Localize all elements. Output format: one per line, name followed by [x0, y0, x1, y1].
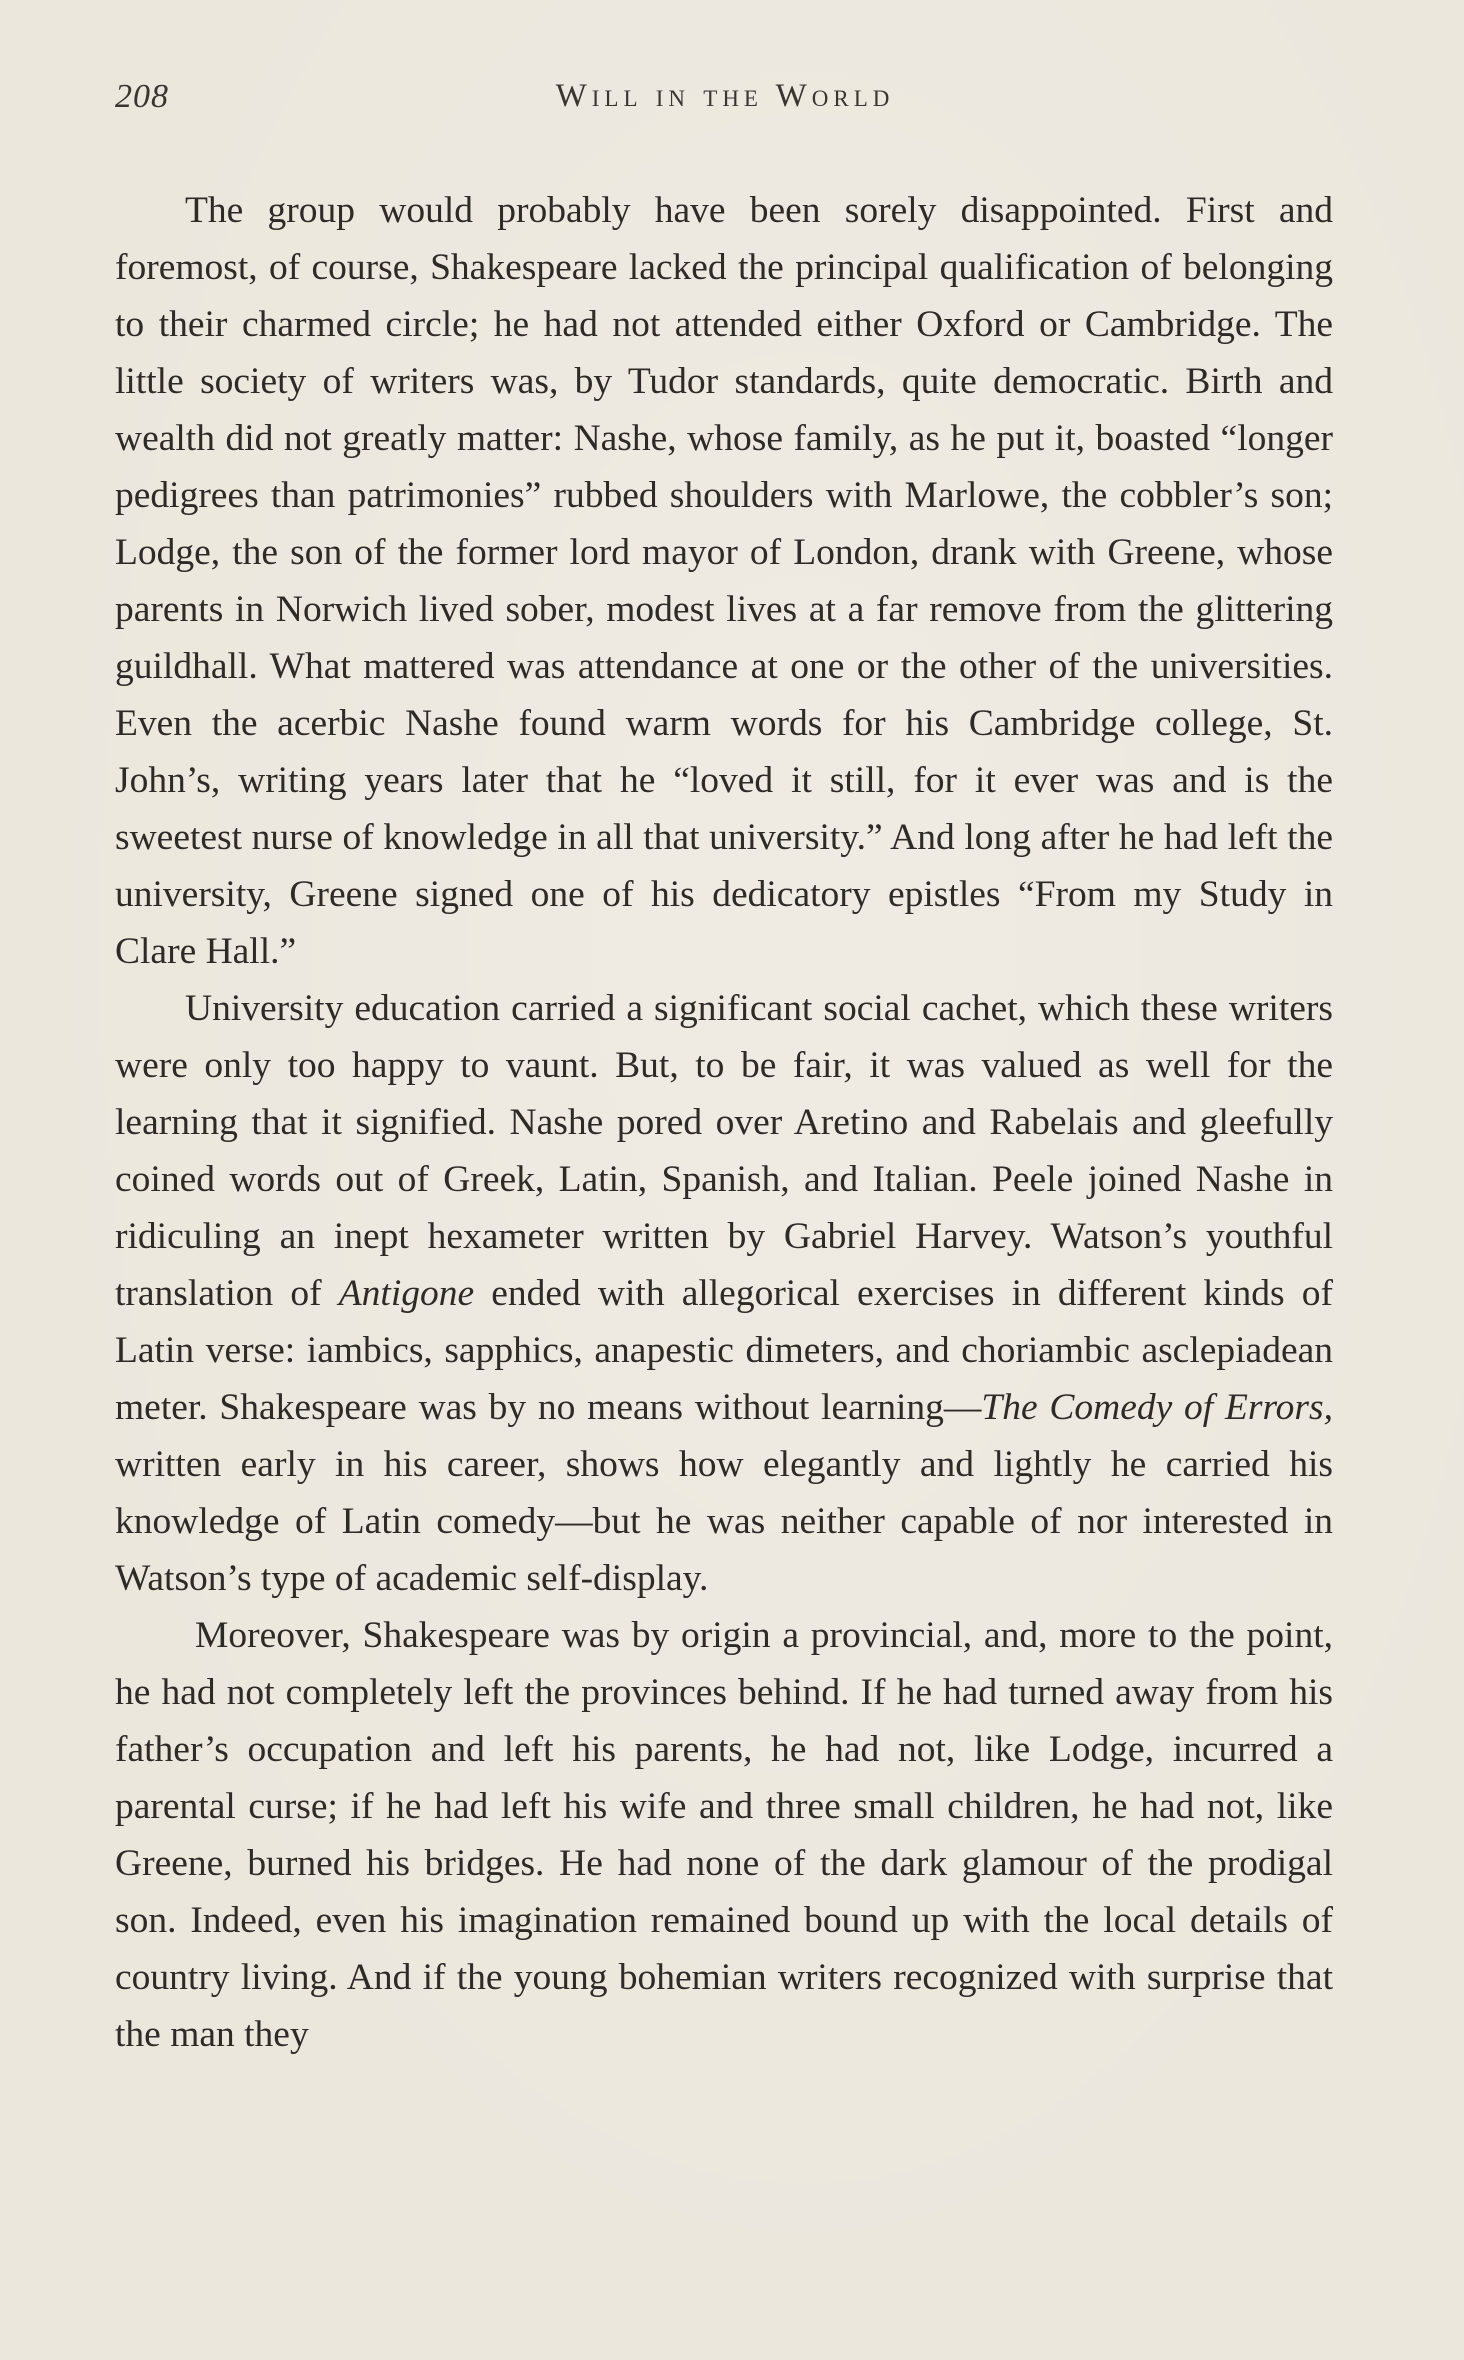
title-antigone: Antigone: [338, 1273, 475, 1314]
running-head: [115, 78, 1335, 130]
paragraph-1-text: The group would probably have been sorely disappointed. First and foremost, of course, Shakespeare lacked the principal qualification of belonging to their charmed circle; he had not attended either Oxford or Cambridge. The little society of writers was, by Tudor standards, quite democratic. Birth and wealth did not greatly matter: Nashe, whose family, as he put it, boasted “longer pedigrees than patrimonies” rubbed shoulders with Marlowe, the cobbler’s son; Lodge, the son of the former lord mayor of London, drank with Greene, whose parents in Norwich lived sober, modest lives at a far remove from the glittering guildhall. What mattered was attendance at one or the other of the universities. Even the acerbic Nashe found warm words for his Cambridge college, St. John’s, writing years later that he “loved it still, for it ever was and is the sweetest nurse of knowledge in all that university.” And long after he had left the university, Greene signed one of his dedicatory epistles “From my Study in Clare Hall.”: [115, 190, 1333, 972]
paragraph-2-text-c: written early in his career, shows how elegantly and lightly he carried his knowledge of Latin comedy—but he was neither capable of nor interested in Watson’s type of academic self-display.: [115, 1444, 1333, 1599]
body-text: [115, 182, 1333, 2063]
paragraph-2-text-b: ended with allegorical exercises in different kinds of Latin verse: iambics, sapphics, anapestic dimeters, and choriambic asclepiadean meter. Shakespeare was by no means without learning—: [115, 1273, 1333, 1428]
paragraph-1: [115, 182, 1333, 980]
paragraph-3-text: Moreover, Shakespeare was by origin a provincial, and, more to the point, he had not completely left the provinces behind. If he had turned away from his father’s occupation and left his parents, he had not, like Lodge, incurred a parental curse; if he had left his wife and three small children, he had not, like Greene, burned his bridges. He had none of the dark glamour of the prodigal son. Indeed, even his imagination remained bound up with the local details of country living. And if the young bohemian writers recognized with surprise that the man they: [115, 1615, 1333, 2055]
title-comedy-of-errors: The Comedy of Errors,: [981, 1387, 1333, 1428]
book-title: Will in the World: [555, 78, 895, 114]
paragraph-2: [115, 980, 1333, 1607]
paragraph-3: [115, 1607, 1333, 2063]
page-number: 208: [115, 78, 169, 115]
paragraph-2-text-a: University education carried a significant social cachet, which these writers were only too happy to vaunt. But, to be fair, it was valued as well for the learning that it signified. Nashe pored over Aretino and Rabelais and gleefully coined words out of Greek, Latin, Spanish, and Italian. Peele joined Nashe in ridiculing an inept hexameter written by Gabriel Harvey. Watson’s youthful translation of: [115, 988, 1333, 1314]
